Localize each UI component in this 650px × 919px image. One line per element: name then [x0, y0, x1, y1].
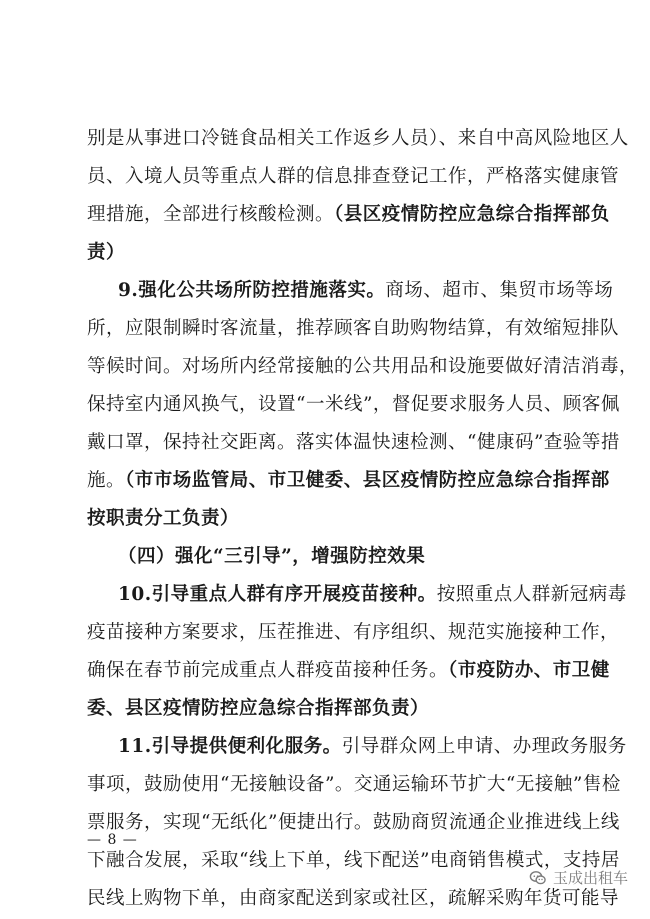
responsibility-text: （市疫防办、市卫健: [448, 660, 610, 681]
body-line-14: [87, 621, 620, 645]
body-text: 戴口罩，保持社交距离。落实体温快速检测、“健康码”查验等措: [87, 432, 620, 453]
body-line-6: [87, 317, 620, 341]
body-line-1: [87, 127, 629, 151]
item-10-heading-line: [118, 583, 627, 607]
body-text: 疫苗接种方案要求，压茬推进、有序组织、规范实施接种工作，: [87, 622, 620, 643]
body-line-19: [87, 811, 620, 835]
body-text: 下融合发展，采取“线上下单，线下配送”电商销售模式，支持居: [87, 850, 620, 871]
item-heading: 10.引导重点人群有序开展疫苗接种。: [118, 584, 437, 605]
section-heading-4: [118, 545, 567, 569]
body-text: 施。: [87, 470, 126, 491]
body-line-2: [87, 165, 620, 189]
responsibility-text: （县区疫情防控应急综合指挥部负: [334, 204, 610, 225]
body-line-21: [87, 887, 620, 911]
responsibility-text: 委、县区疫情防控应急综合指挥部负责）: [87, 698, 430, 719]
responsibility-text: 责）: [87, 242, 126, 263]
item-9-heading-line: [118, 279, 614, 303]
body-line-11: [87, 507, 567, 531]
body-line-16: [87, 697, 567, 721]
body-text: 按照重点人群新冠病毒: [436, 584, 627, 605]
body-text: 别是从事进口冷链食品相关工作返乡人员）、来自中高风险地区人: [87, 128, 629, 149]
body-text: 理措施，全部进行核酸检测。: [87, 204, 335, 225]
body-line-20: [87, 849, 620, 873]
item-heading: 11.引导提供便利化服务。: [118, 736, 342, 757]
body-line-8: [87, 393, 620, 417]
body-text: 民线上购物下单，由商家配送到家或社区，疏解采购年货可能导: [87, 888, 620, 909]
body-line-18: [87, 773, 621, 797]
watermark: [529, 868, 628, 888]
page-number: — 8 —: [87, 832, 138, 848]
body-line-15: [87, 659, 610, 683]
body-text: 保持室内通风换气，设置“一米线”，督促要求服务人员、顾客佩: [87, 394, 620, 415]
responsibility-text: 按职责分工负责）: [87, 508, 240, 529]
body-line-10: [87, 469, 610, 493]
item-11-heading-line: [118, 735, 627, 759]
body-line-7: [87, 355, 639, 379]
body-text: 员、入境人员等重点人群的信息排查登记工作，严格落实健康管: [87, 166, 620, 187]
wechat-icon: [529, 869, 547, 887]
body-line-3: [87, 203, 610, 227]
body-line-9: [87, 431, 620, 455]
body-line-4: [87, 241, 567, 265]
body-text: 确保在春节前完成重点人群疫苗接种任务。: [87, 660, 449, 681]
body-text: 票服务，实现“无纸化”便捷出行。鼓励商贸流通企业推进线上线: [87, 812, 620, 833]
body-text: 所，应限制瞬时客流量，推荐顾客自助购物结算，有效缩短排队: [87, 318, 620, 339]
item-heading: 9.强化公共场所防控措施落实。: [118, 280, 386, 301]
responsibility-text: （市市场监管局、市卫健委、县区疫情防控应急综合指挥部: [125, 470, 610, 491]
body-text: 等候时间。对场所内经常接触的公共用品和设施要做好清洁消毒，: [87, 356, 639, 377]
body-text: 事项，鼓励使用“无接触设备”。交通运输环节扩大“无接触”售检: [87, 774, 621, 795]
body-text: 引导群众网上申请、办理政务服务: [341, 736, 627, 757]
section-heading: （四）强化“三引导”，增强防控效果: [118, 546, 426, 567]
body-text: 商场、超市、集贸市场等场: [385, 280, 614, 301]
watermark-label: 玉成出租车: [552, 869, 628, 887]
